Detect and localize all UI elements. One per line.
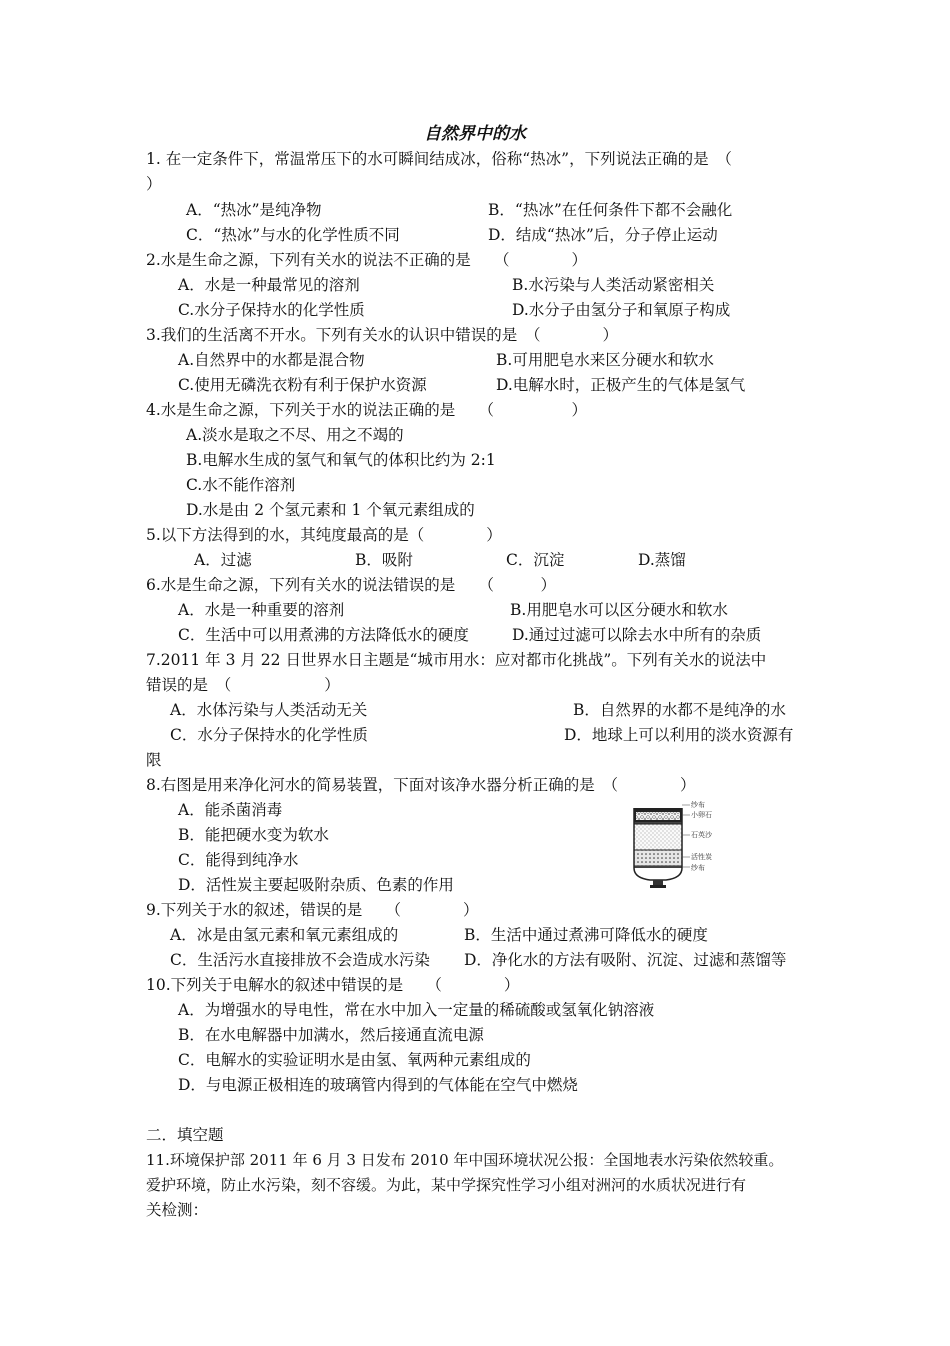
- q7-option-a: A．水体污染与人类活动无关: [170, 701, 368, 719]
- q2-option-b: B.水污染与人类活动紧密相关: [512, 276, 715, 294]
- q4-option-d: D.水是由 2 个氢元素和 1 个氧元素组成的: [186, 501, 475, 519]
- q9-option-c: C．生活污水直接排放不会造成水污染: [170, 951, 430, 969]
- figure-leader-lines: [682, 805, 690, 867]
- q4-option-a: A.淡水是取之不尽、用之不竭的: [186, 426, 404, 444]
- q5-option-c: C．沉淀: [506, 551, 565, 569]
- q1-option-c: C．“热冰”与水的化学性质不同: [186, 226, 400, 244]
- q2-option-c: C.水分子保持水的化学性质: [178, 301, 365, 319]
- figure-label-quartz-sand: 石英沙: [691, 831, 712, 839]
- q10-option-b: B．在水电解器中加满水，然后接通直流电源: [178, 1026, 484, 1044]
- q7-option-c: C．水分子保持水的化学性质: [170, 726, 368, 744]
- q1-stem: 1. 在一定条件下，常温常压下的水可瞬间结成冰，俗称“热冰”，下列说法正确的是 （: [146, 150, 732, 168]
- figure-label-gauze-bottom: 纱布: [691, 864, 705, 872]
- q9-option-b: B．生活中通过煮沸可降低水的硬度: [464, 926, 708, 944]
- q10-stem: 10.下列关于电解水的叙述中错误的是 （ ）: [146, 976, 520, 994]
- q4-stem: 4.水是生命之源，下列关于水的说法正确的是 （ ）: [146, 401, 588, 419]
- q10-option-a: A．为增强水的导电性，常在水中加入一定量的稀硫酸或氢氧化钠溶液: [178, 1001, 655, 1019]
- q8-option-a: A．能杀菌消毒: [178, 801, 283, 819]
- figure-label-activated-carbon: 活性炭: [691, 853, 712, 861]
- q2-stem: 2.水是生命之源，下列有关水的说法不正确的是 （ ）: [146, 251, 588, 269]
- q2-option-a: A．水是一种最常见的溶剂: [178, 276, 360, 294]
- q6-stem: 6.水是生命之源，下列有关水的说法错误的是 （ ）: [146, 576, 557, 594]
- q10-option-d: D．与电源正极相连的玻璃管内得到的气体能在空气中燃烧: [178, 1076, 578, 1094]
- q9-option-a: A．冰是由氢元素和氧元素组成的: [170, 926, 399, 944]
- q7-option-b: B．自然界的水都不是纯净的水: [573, 701, 786, 719]
- q5-option-b: B．吸附: [355, 551, 413, 569]
- q9-stem: 9.下列关于水的叙述，错误的是 （ ）: [146, 901, 479, 919]
- section-heading-fill-in: 二．填空题: [146, 1126, 224, 1144]
- figure-label-gauze-top: 纱布: [691, 801, 705, 809]
- q10-option-c: C．电解水的实验证明水是由氢、氧两种元素组成的: [178, 1051, 531, 1069]
- q1-option-a: A．“热冰”是纯净物: [186, 201, 322, 219]
- q3-option-c: C.使用无磷洗衣粉有利于保护水资源: [178, 376, 427, 394]
- q2-option-d: D.水分子由氢分子和氧原子构成: [512, 301, 731, 319]
- filter-vessel: [634, 808, 682, 888]
- q1-option-b: B．“热冰”在任何条件下都不会融化: [488, 201, 733, 219]
- q4-option-b: B.电解水生成的氢气和氧气的体积比约为 2:1: [186, 451, 496, 469]
- q11-line-2: 爱护环境，防止水污染，刻不容缓。为此，某中学探究性学习小组对洲河的水质状况进行有: [146, 1176, 747, 1194]
- q4-option-c: C.水不能作溶剂: [186, 476, 296, 494]
- figure-label-pebbles: 小卵石: [691, 811, 712, 819]
- water-filter-figure: [628, 800, 728, 892]
- q7-option-d-cont: 限: [146, 751, 162, 769]
- q5-option-a: A．过滤: [194, 551, 252, 569]
- q1-option-d: D．结成“热冰”后，分子停止运动: [488, 226, 718, 244]
- q8-option-d: D．活性炭主要起吸附杂质、色素的作用: [178, 876, 454, 894]
- q11-line-1: 11.环境保护部 2011 年 6 月 3 日发布 2010 年中国环境状况公报：全国地表水污染依然较重。: [146, 1151, 784, 1169]
- q6-option-b: B.用肥皂水可以区分硬水和软水: [510, 601, 728, 619]
- q9-option-d: D．净化水的方法有吸附、沉淀、过滤和蒸馏等: [464, 951, 787, 969]
- q3-stem: 3.我们的生活离不开水。下列有关水的认识中错误的是 （ ）: [146, 326, 619, 344]
- q11-line-3: 关检测：: [146, 1201, 209, 1219]
- q3-option-d: D.电解水时，正极产生的气体是氢气: [496, 376, 746, 394]
- q3-option-a: A.自然界中的水都是混合物: [178, 351, 365, 369]
- q7-stem: 7.2011 年 3 月 22 日世界水日主题是“城市用水：应对都市化挑战”。下列有关水的说法中: [146, 651, 767, 669]
- q7-stem-cont: 错误的是 （ ）: [146, 676, 340, 694]
- q5-stem: 5.以下方法得到的水，其纯度最高的是（ ）: [146, 526, 502, 544]
- q6-option-d: D.通过过滤可以除去水中所有的杂质: [512, 626, 762, 644]
- page-title: 自然界中的水: [424, 124, 526, 144]
- q5-option-d: D.蒸馏: [638, 551, 686, 569]
- q6-option-a: A．水是一种重要的溶剂: [178, 601, 345, 619]
- q8-option-b: B．能把硬水变为软水: [178, 826, 329, 844]
- q1-stem-cont: ）: [146, 175, 162, 193]
- q7-option-d: D．地球上可以利用的淡水资源有: [564, 726, 794, 744]
- q8-stem: 8.右图是用来净化河水的简易装置，下面对该净水器分析正确的是 （ ）: [146, 776, 696, 794]
- q8-option-c: C．能得到纯净水: [178, 851, 299, 869]
- q6-option-c: C．生活中可以用煮沸的方法降低水的硬度: [178, 626, 469, 644]
- q3-option-b: B.可用肥皂水来区分硬水和软水: [496, 351, 714, 369]
